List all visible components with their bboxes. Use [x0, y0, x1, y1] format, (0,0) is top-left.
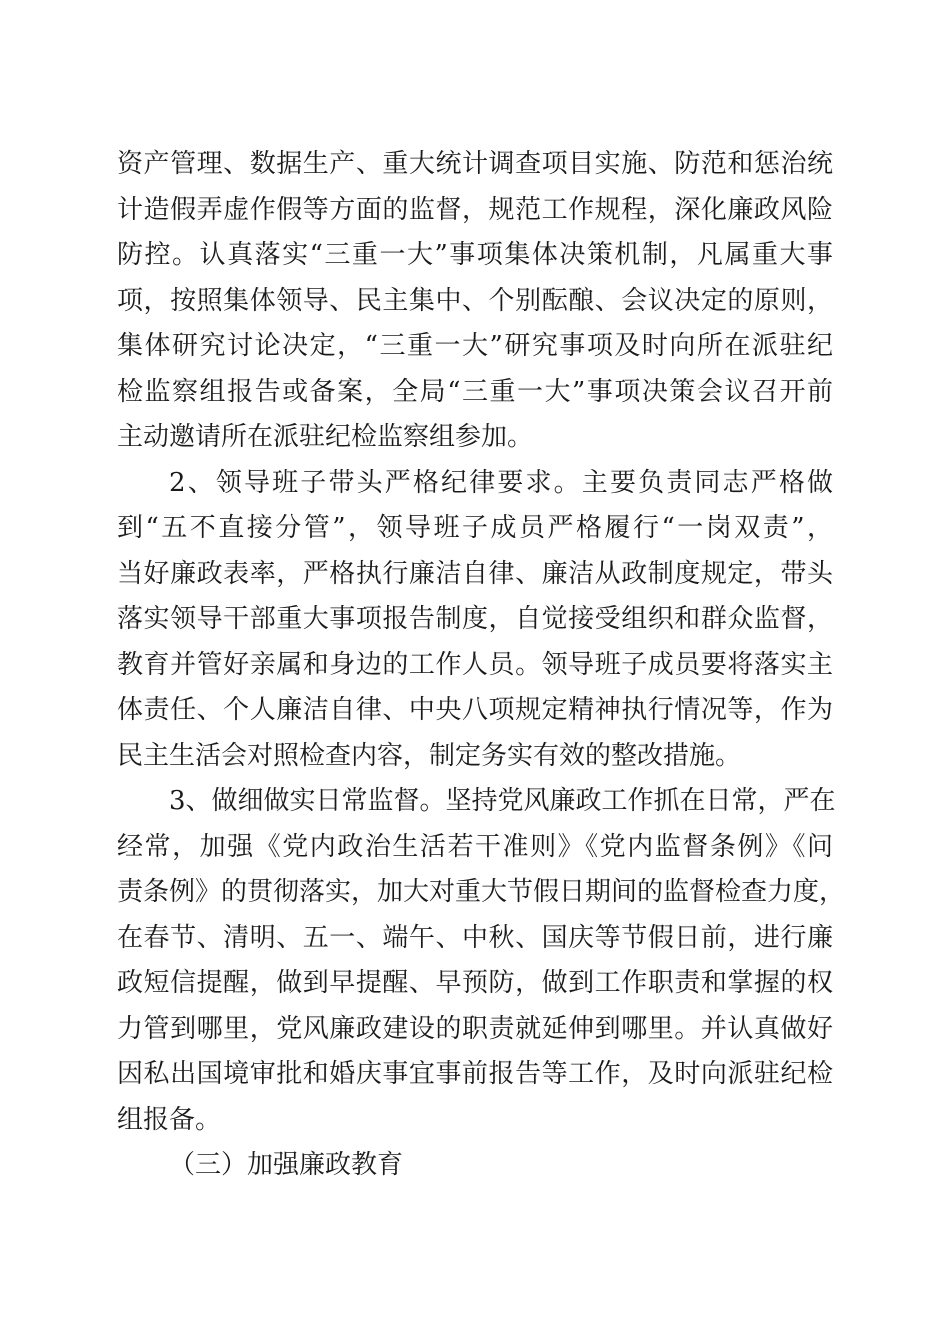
paragraph-line: 经常，加强《党内政治生活若干准则》《党内监督条例》《问: [117, 831, 833, 862]
paragraph-line: 3、做细做实日常监督。坚持党风廉政工作抓在日常，严在: [169, 786, 836, 816]
paragraph-line: 政短信提醒，做到早提醒、早预防，做到工作职责和掌握的权: [117, 968, 833, 998]
paragraph-line: 资产管理、数据生产、重大统计调查项目实施、防范和惩治统: [117, 149, 833, 179]
paragraph-line: 教育并管好亲属和身边的工作人员。领导班子成员要将落实主: [117, 649, 833, 680]
paragraph-line: 力管到哪里，党风廉政建设的职责就延伸到哪里。并认真做好: [117, 1013, 833, 1044]
paragraph-line: 民主生活会对照检查内容，制定务实有效的整改措施。: [117, 740, 742, 771]
paragraph-line: 落实领导干部重大事项报告制度，自觉接受组织和群众监督，: [117, 604, 833, 634]
paragraph-line: 主动邀请所在派驻纪检监察组参加。: [117, 422, 534, 452]
paragraph-line: 因私出国境审批和婚庆事宜事前报告等工作，及时向派驻纪检: [117, 1059, 833, 1089]
paragraph-line: 责条例》的贯彻落实，加大对重大节假日期间的监督检查力度，: [117, 877, 846, 907]
paragraph-line: 检监察组报告或备案，全局“三重一大”事项决策会议召开前: [117, 376, 833, 407]
paragraph-line: 2、领导班子带头严格纪律要求。主要负责同志严格做: [169, 467, 833, 498]
paragraph-3: [117, 779, 846, 1143]
paragraph-line: 计造假弄虚作假等方面的监督，规范工作规程，深化廉政风险: [117, 194, 833, 225]
section-heading: （三）加强廉政教育: [169, 1150, 404, 1180]
paragraph-2: [117, 461, 833, 780]
paragraph-line: 集体研究讨论决定，“三重一大”研究事项及时向所在派驻纪: [117, 331, 833, 361]
paragraph-line: 组报备。: [117, 1104, 222, 1135]
paragraph-line: 当好廉政表率，严格执行廉洁自律、廉洁从政制度规定，带头: [117, 558, 833, 589]
paragraph-line: 防控。认真落实“三重一大”事项集体决策机制，凡属重大事: [117, 240, 833, 270]
document-body: [117, 142, 846, 1189]
paragraph-line: 体责任、个人廉洁自律、中央八项规定精神执行情况等，作为: [117, 695, 833, 725]
paragraph-1: [117, 142, 833, 461]
paragraph-line: 在春节、清明、五一、端午、中秋、国庆等节假日前，进行廉: [117, 922, 833, 953]
paragraph-line: 项，按照集体领导、民主集中、个别酝酿、会议决定的原则，: [117, 285, 833, 316]
paragraph-line: 到“五不直接分管”，领导班子成员严格履行“一岗双责”，: [117, 513, 833, 543]
